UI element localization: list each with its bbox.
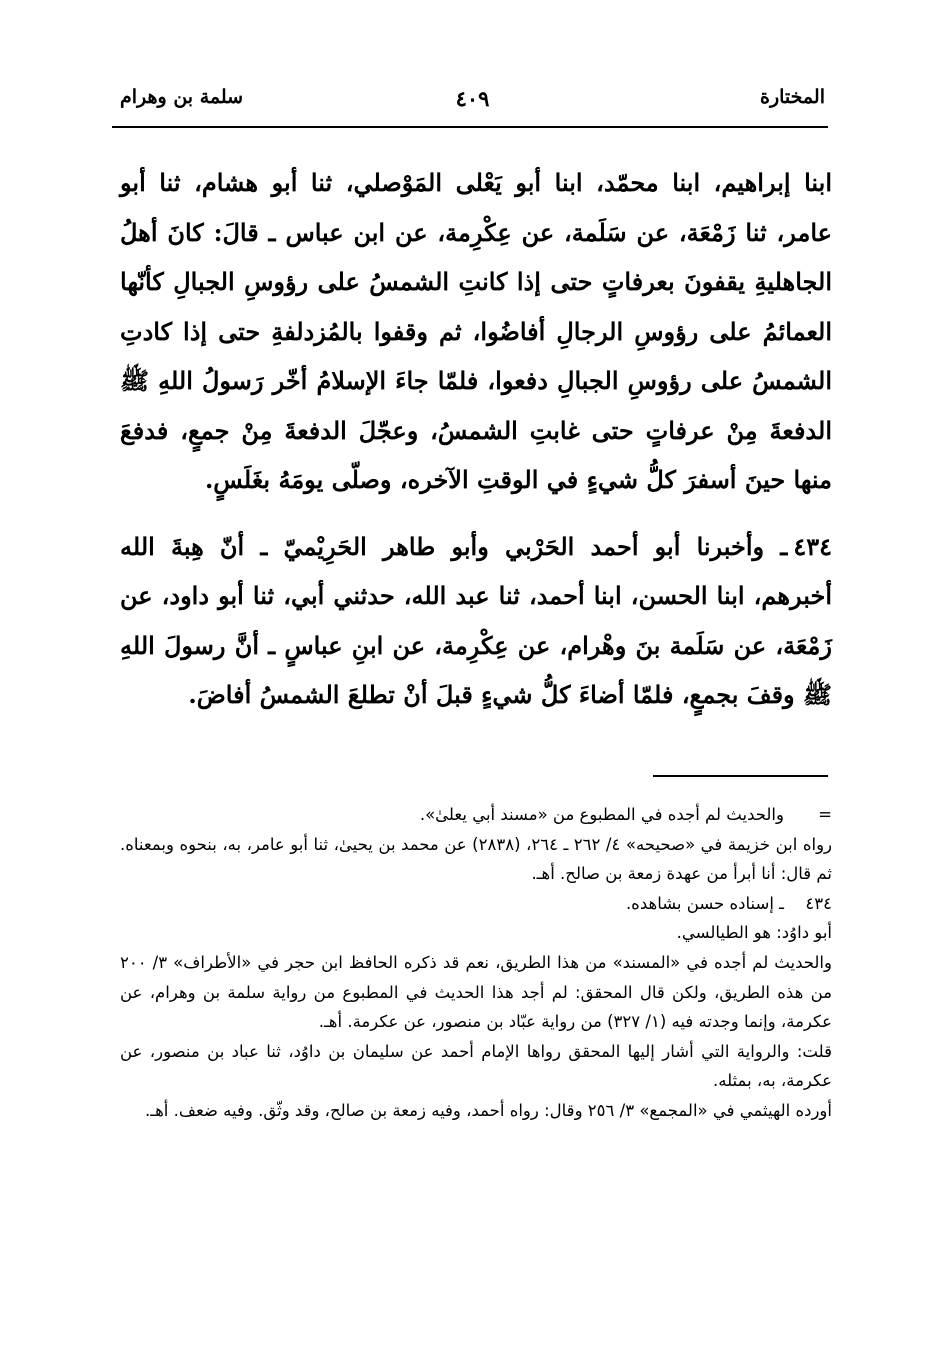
hadith-paragraph bbox=[120, 522, 832, 720]
footnote-line: قلت: والرواية التي أشار إليها المحقق رواها الإمام أحمد عن سليمان بن داوُد، ثنا عباد بن منصور، عن عكرمة، به، بمثله. bbox=[120, 1041, 832, 1091]
book-title: المختارة bbox=[760, 86, 825, 108]
footnotes bbox=[120, 800, 832, 1126]
footnote-divider bbox=[653, 775, 828, 777]
main-text bbox=[120, 158, 832, 720]
running-header bbox=[120, 86, 825, 126]
footnote-line: أبو داوُد: هو الطيالسي. bbox=[676, 923, 832, 943]
hadith-number: ٤٣٤ bbox=[793, 531, 832, 561]
page-number: ٤٠٩ bbox=[455, 86, 490, 111]
continuation-marker: = bbox=[818, 805, 832, 824]
footnote-line: أورده الهيثمي في «المجمع» ٣/ ٢٥٦ وقال: رواه أحمد، وفيه زمعة بن صالح، وقد وثّق. وفيه ضعف. أهـ. bbox=[145, 1100, 832, 1120]
footnote-line: رواه ابن خزيمة في «صحيحه» ٤/ ٢٦٢ ـ ٢٦٤، (٢٨٣٨) عن محمد بن يحيىٰ، ثنا أبو عامر، به، بنحوه وبمعناه. ثم قال: أنا أبرأ من عهدة زمعة بن صالح. أهـ. bbox=[120, 834, 833, 884]
footnote-line: والحديث لم أجده في «المسند» من هذا الطريق، نعم قد ذكره الحافظ ابن حجر في «الأطراف» ٣/ ٢٠٠ من هذه الطريق، ولكن قال المحقق: لم أجد هذا الحديث في المطبوع من رواية سلمة بن وهرام، عن عكرمة، وإنما وجدته فيه (١/ ٣٢٧) من رواية عبّاد بن منصور، عن عكرمة. أهـ. bbox=[120, 952, 832, 1032]
footnote-434 bbox=[120, 889, 832, 919]
hadith-text: ـ وأخبرنا أبو أحمد الحَرْبي وأبو طاهر الحَرِيْميّ ـ أنّ هِبةَ الله أخبرهم، ابنا الحسن، ابنا أحمد، ثنا عبد الله، حدثني أبي، ثنا أبو داود، عن زَمْعَة، عن سَلَمة بنَ وهْرام، عن عِكْرِمة، عن ابنِ عباسٍ ـ أنَّ رسولَ اللهِ ﷺ وقفَ بجمعٍ، فلمّا أضاءَ كلُّ شيءٍ قبلَ أنْ تطلعَ الشمسُ أفاضَ. bbox=[120, 531, 833, 709]
footnote-line: ـ إسناده حسن بشاهده. bbox=[625, 893, 784, 913]
footnote-continued bbox=[120, 800, 832, 830]
chapter-title: سلمة بن وهرام bbox=[120, 86, 244, 108]
main-paragraph: ابنا إبراهيم، ابنا محمّد، ابنا أبو يَعْلى المَوْصلي، ثنا أبو هشام، ثنا أبو عامر، ثنا زَمْعَة، عن سَلَمة، عن عِكْرِمة، عن ابن عباس ـ قالَ: كانَ أهلُ الجاهليةِ يقفونَ بعرفاتٍ حتى إذا كانتِ الشمسُ على رؤوسِ الجبالِ كأنّها العمائمُ على رؤوسِ الرجالِ أفاضُوا، ثم وقفوا بالمُزدلفةِ حتى إذا كادتِ الشمسُ على رؤوسِ الجبالِ دفعوا، فلمّا جاءَ الإسلامُ أخّر رَسولُ اللهِ ﷺ الدفعةَ مِنْ عرفاتٍ حتى غابتِ الشمسُ، وعجّلَ الدفعةَ مِنْ جمعٍ، فدفعَ منها حينَ أسفرَ كلُّ شيءٍ في الوقتِ الآخره، وصلّى يومَهُ بغَلَسٍ. bbox=[120, 168, 833, 494]
footnote-number: ٤٣٤ bbox=[805, 893, 832, 913]
header-divider bbox=[112, 126, 828, 128]
footnote-line: والحديث لم أجده في المطبوع من «مسند أبي يعلىٰ». bbox=[419, 805, 784, 824]
